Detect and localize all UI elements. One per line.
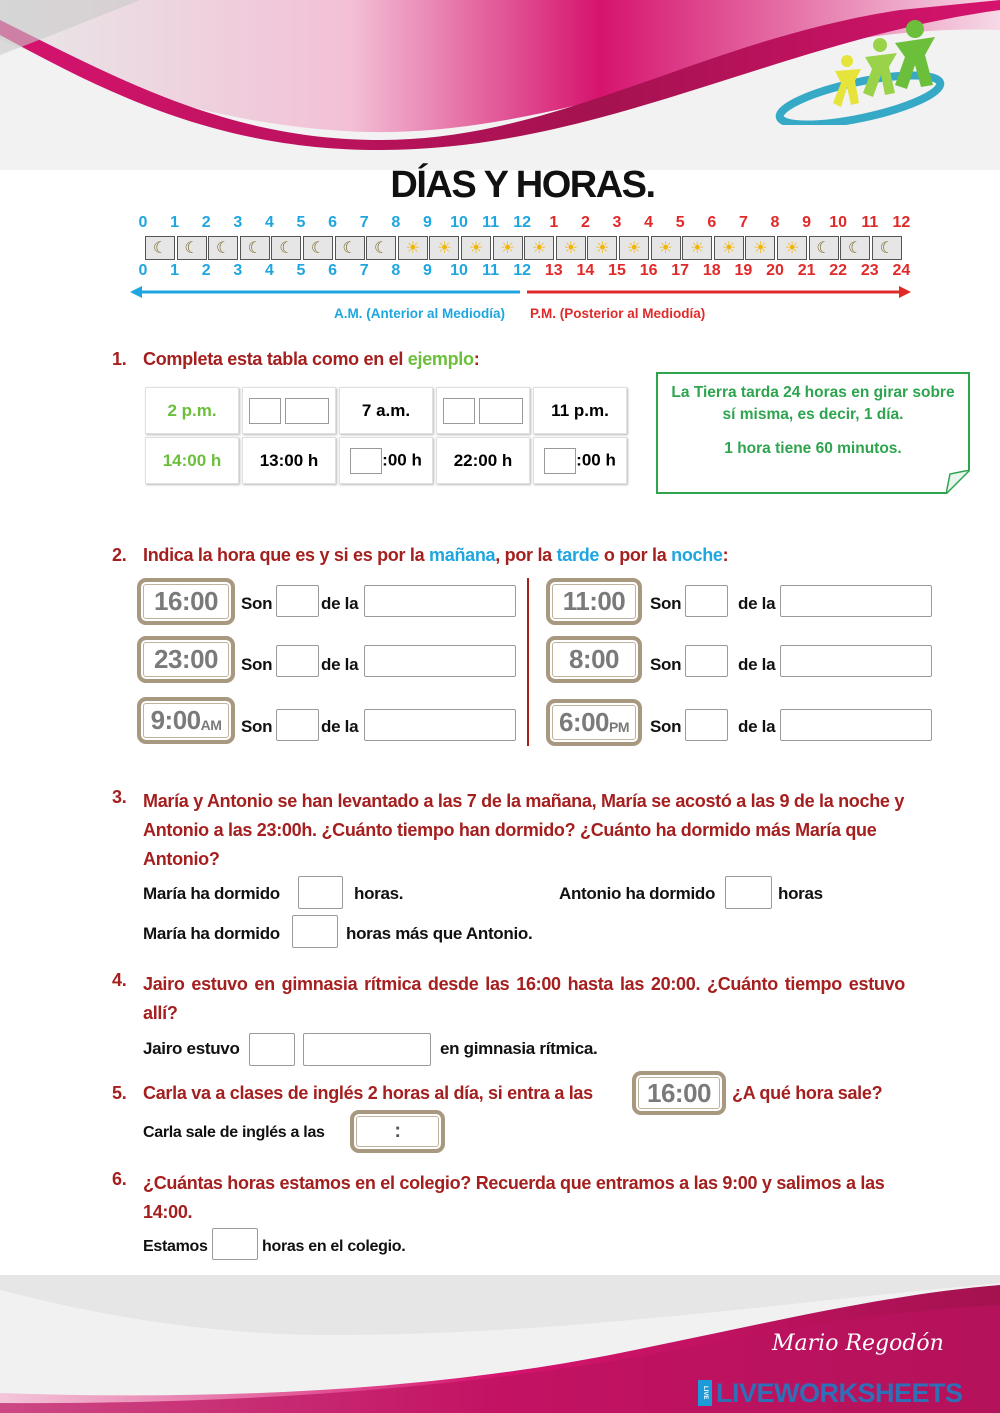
hour-answer-input[interactable] [276,645,319,677]
q1-cell-input[interactable] [533,437,627,484]
period-answer-input[interactable] [780,709,932,741]
q3-number: 3. [112,787,127,807]
son-label: Son [650,717,682,736]
timeline-top-number: 12 [892,214,911,231]
q6-answer-post: horas en el colegio. [262,1238,406,1255]
timeline-top-number: 8 [391,214,401,231]
timeline-top-number: 1 [170,214,180,231]
clock-time: 23:00 [154,644,218,674]
timeline-top-number: 9 [802,214,812,231]
timeline-top-number: 4 [644,214,654,231]
clock-right-1 [546,578,642,625]
moon-icon: ☾ [872,236,902,260]
timeline-bottom-number: 18 [702,262,721,279]
q3-answer3-post: horas más que Antonio. [346,924,533,943]
timeline-bottom-number: 20 [766,262,784,279]
q2-text-c: o por la [603,545,667,565]
timeline-bottom-number: 13 [544,262,563,279]
period-answer-input[interactable] [364,709,516,741]
q1-suffix: :00 h [382,449,422,469]
q2-colon: : [722,545,729,565]
timeline-bottom-number: 4 [264,262,274,279]
q3-answer2-input[interactable] [725,876,772,909]
clock-right-2 [546,636,642,683]
timeline-top-number: 11 [861,214,879,231]
logo-people-icon [775,15,945,125]
period-answer-input[interactable] [364,585,516,617]
timeline-bottom-number: 10 [450,262,468,279]
brand-badge: LIVE [698,1380,712,1406]
timeline-top-number: 11 [482,214,500,231]
q6-number: 6. [112,1169,127,1189]
sun-icon: ☀ [398,236,428,260]
table-row [145,437,627,484]
son-label: Son [241,594,273,613]
q4-answer-post: en gimnasia rítmica. [440,1039,598,1058]
timeline-bottom-number: 15 [608,262,626,279]
q3-answer1-post: horas. [354,884,404,903]
timeline-top-number: 2 [201,214,211,231]
timeline-top-number: 9 [422,214,432,231]
q1-cell-example: 2 p.m. [145,387,239,434]
pm-arrow [525,284,915,300]
timeline-bottom-number: 5 [296,262,306,279]
q1-colon: : [473,349,480,369]
q4-answer-pre: Jairo estuvo [143,1039,240,1058]
q1-cell: 13:00 h [242,437,336,484]
table-row [145,387,627,434]
timeline-bottom-number: 22 [829,262,848,279]
q1-cell-input[interactable] [242,387,336,434]
time-colon: : [394,1120,401,1142]
timeline-bottom-number: 11 [482,262,500,279]
hour-input[interactable] [443,398,475,424]
am-arrow [130,284,530,300]
clock-time: 9:00 [150,705,201,735]
note-box [656,372,970,494]
clock-suffix: PM [609,718,630,735]
son-label: Son [241,655,273,674]
hour-answer-input[interactable] [685,585,728,617]
sun-icon: ☀ [556,236,586,260]
q1-cell: 7 a.m. [339,387,433,434]
q6-text: ¿Cuántas horas estamos en el colegio? Recuerda que entramos a las 9:00 y salimos a las 14:00. [143,1173,885,1222]
period-answer-input[interactable] [364,645,516,677]
q3-answer1-input[interactable] [298,876,343,909]
sun-icon: ☀ [524,236,554,260]
moon-icon: ☾ [840,236,870,260]
sun-icon: ☀ [619,236,649,260]
timeline-bottom-number: 23 [860,262,879,279]
dela-label: de la [738,594,776,613]
q4-unit-input[interactable] [303,1033,431,1066]
timeline-bottom-number: 9 [422,262,432,279]
q6-hours-input[interactable] [212,1228,258,1260]
timeline-top-number: 3 [612,214,622,231]
timeline-top-number: 1 [549,214,559,231]
q5-text-a: Carla va a clases de inglés 2 horas al día, si entra a las [143,1083,593,1103]
clock-left-1 [137,578,235,625]
timeline-bottom-number: 7 [359,262,369,279]
q1-cell: 11 p.m. [533,387,627,434]
q2-word-morning: mañana [429,545,496,565]
q2-text [143,545,728,566]
q1-suffix: :00 h [576,449,616,469]
clock-time: 16:00 [647,1077,711,1108]
timeline-top-number: 7 [738,214,748,231]
q5-clock [632,1071,726,1115]
brand-wordmark[interactable]: LIVEWORKSHEETS [716,1378,963,1408]
ampm-input[interactable] [479,398,523,424]
moon-icon: ☾ [208,236,238,260]
q1-text [143,349,479,370]
q3-answer3-input[interactable] [292,915,338,948]
q5-text-b: ¿A qué hora sale? [732,1083,883,1103]
dela-label: de la [321,717,359,736]
q5-answer-input[interactable] [350,1110,445,1153]
q2-text-a: Indica la hora que es y si es por la [143,545,425,565]
hour-input[interactable] [350,448,382,474]
page-curl-icon [946,470,970,494]
timeline-top-number: 0 [138,214,148,231]
sun-icon: ☀ [587,236,617,260]
sun-icon: ☀ [651,236,681,260]
timeline-bottom-number: 19 [734,262,753,279]
moon-icon: ☾ [366,236,396,260]
timeline-bottom-number: 8 [391,262,401,279]
q2-word-afternoon: tarde [556,545,600,565]
timeline-top-number: 4 [264,214,274,231]
q1-table [142,384,630,487]
period-answer-input[interactable] [780,585,932,617]
timeline-bottom-number: 21 [797,262,816,279]
timeline-top-number: 10 [829,214,848,231]
hour-input[interactable] [249,398,281,424]
q5-answer-pre: Carla sale de inglés a las [143,1124,325,1141]
timeline-top-number: 6 [707,214,717,231]
timeline-bottom-number: 24 [892,262,911,279]
clock-left-3 [137,697,235,744]
timeline-top-number: 7 [359,214,369,231]
sun-icon: ☀ [493,236,523,260]
q1-number: 1. [112,349,127,369]
son-label: Son [650,655,682,674]
sun-icon: ☀ [461,236,491,260]
q4-number: 4. [112,970,127,990]
dela-label: de la [321,594,359,613]
timeline-top-number: 2 [580,214,590,231]
timeline-top-number: 5 [296,214,306,231]
timeline-top-number: 12 [513,214,532,231]
timeline-bottom-number: 3 [233,262,243,279]
pm-label: P.M. (Posterior al Mediodía) [530,306,706,321]
moon-icon: ☾ [271,236,301,260]
q4-number-input[interactable] [249,1033,295,1066]
sun-icon: ☀ [429,236,459,260]
timeline-bottom-number: 12 [513,262,532,279]
period-answer-input[interactable] [780,645,932,677]
dela-label: de la [738,655,776,674]
sun-icon: ☀ [714,236,744,260]
hour-input[interactable] [544,448,576,474]
q5-number: 5. [112,1083,127,1103]
signature: Mario Regodón [772,1331,944,1356]
q3-answer1-pre: María ha dormido [143,884,280,903]
note-line-1: La Tierra tarda 24 horas en girar sobre sí misma, es decir, 1 día. [671,384,955,423]
timeline-bottom-number: 2 [201,262,211,279]
q3-text: María y Antonio se han levantado a las 7 de la mañana, María se acostó a las 9 de la noche y Antonio a las 23:00h. ¿Cuánto tiempo han dormido? ¿Cuánto ha dormido más María que Antonio? [143,791,905,869]
son-label: Son [650,594,682,613]
timeline-bottom-number: 17 [671,262,690,279]
clock-suffix: AM [200,716,222,733]
dela-label: de la [321,655,359,674]
q2-divider [527,578,529,746]
q3-answer3-pre: María ha dormido [143,924,280,943]
timeline-bottom-number: 14 [576,262,595,279]
page-title: DÍAS Y HORAS. [390,164,655,206]
q1-highlight: ejemplo [407,349,474,369]
clock-right-3 [546,699,642,746]
note-line-2: 1 hora tiene 60 minutos. [724,440,902,457]
q1-cell-example: 14:00 h [145,437,239,484]
moon-icon: ☾ [335,236,365,260]
clock-time: 16:00 [154,586,218,616]
timeline-bottom-number: 6 [328,262,338,279]
sun-icon: ☀ [682,236,712,260]
hour-answer-input[interactable] [685,709,728,741]
clock-left-2 [137,636,235,683]
son-label: Son [241,717,273,736]
timeline-top-number: 10 [450,214,468,231]
timeline-top-number: 3 [233,214,243,231]
q1-cell-input[interactable] [339,437,433,484]
dela-label: de la [738,717,776,736]
moon-icon: ☾ [177,236,207,260]
hour-answer-input[interactable] [276,709,319,741]
ampm-input[interactable] [285,398,329,424]
timeline-bottom-number: 0 [138,262,148,279]
q1-cell: 22:00 h [436,437,530,484]
timeline-top-number: 8 [770,214,780,231]
moon-icon: ☾ [240,236,270,260]
q3-answer2-post: horas [778,884,823,903]
q4-text: Jairo estuvo en gimnasia rítmica desde las 16:00 hasta las 20:00. ¿Cuánto tiempo estuvo allí? [143,974,905,1023]
timeline-top-number: 6 [328,214,338,231]
moon-icon: ☾ [809,236,839,260]
q2-word-night: noche [671,545,723,565]
hour-answer-input[interactable] [685,645,728,677]
q3-answer2-pre: Antonio ha dormido [559,884,716,903]
q6-answer-pre: Estamos [143,1238,208,1255]
clock-time: 8:00 [568,644,620,674]
moon-icon: ☾ [145,236,175,260]
sun-icon: ☀ [777,236,807,260]
moon-icon: ☾ [303,236,333,260]
am-label: A.M. (Anterior al Mediodía) [334,306,506,321]
hour-answer-input[interactable] [276,585,319,617]
q2-text-b: , por la [495,545,552,565]
sun-icon: ☀ [745,236,775,260]
q2-number: 2. [112,545,127,565]
timeline-top-number: 5 [675,214,685,231]
timeline-bottom-number: 1 [170,262,180,279]
clock-time: 11:00 [562,586,626,616]
timeline-bottom-number: 16 [639,262,658,279]
clock-time: 6:00 [558,707,610,737]
q1-text-main: Completa esta tabla como en el [143,349,404,369]
q1-cell-input[interactable] [436,387,530,434]
